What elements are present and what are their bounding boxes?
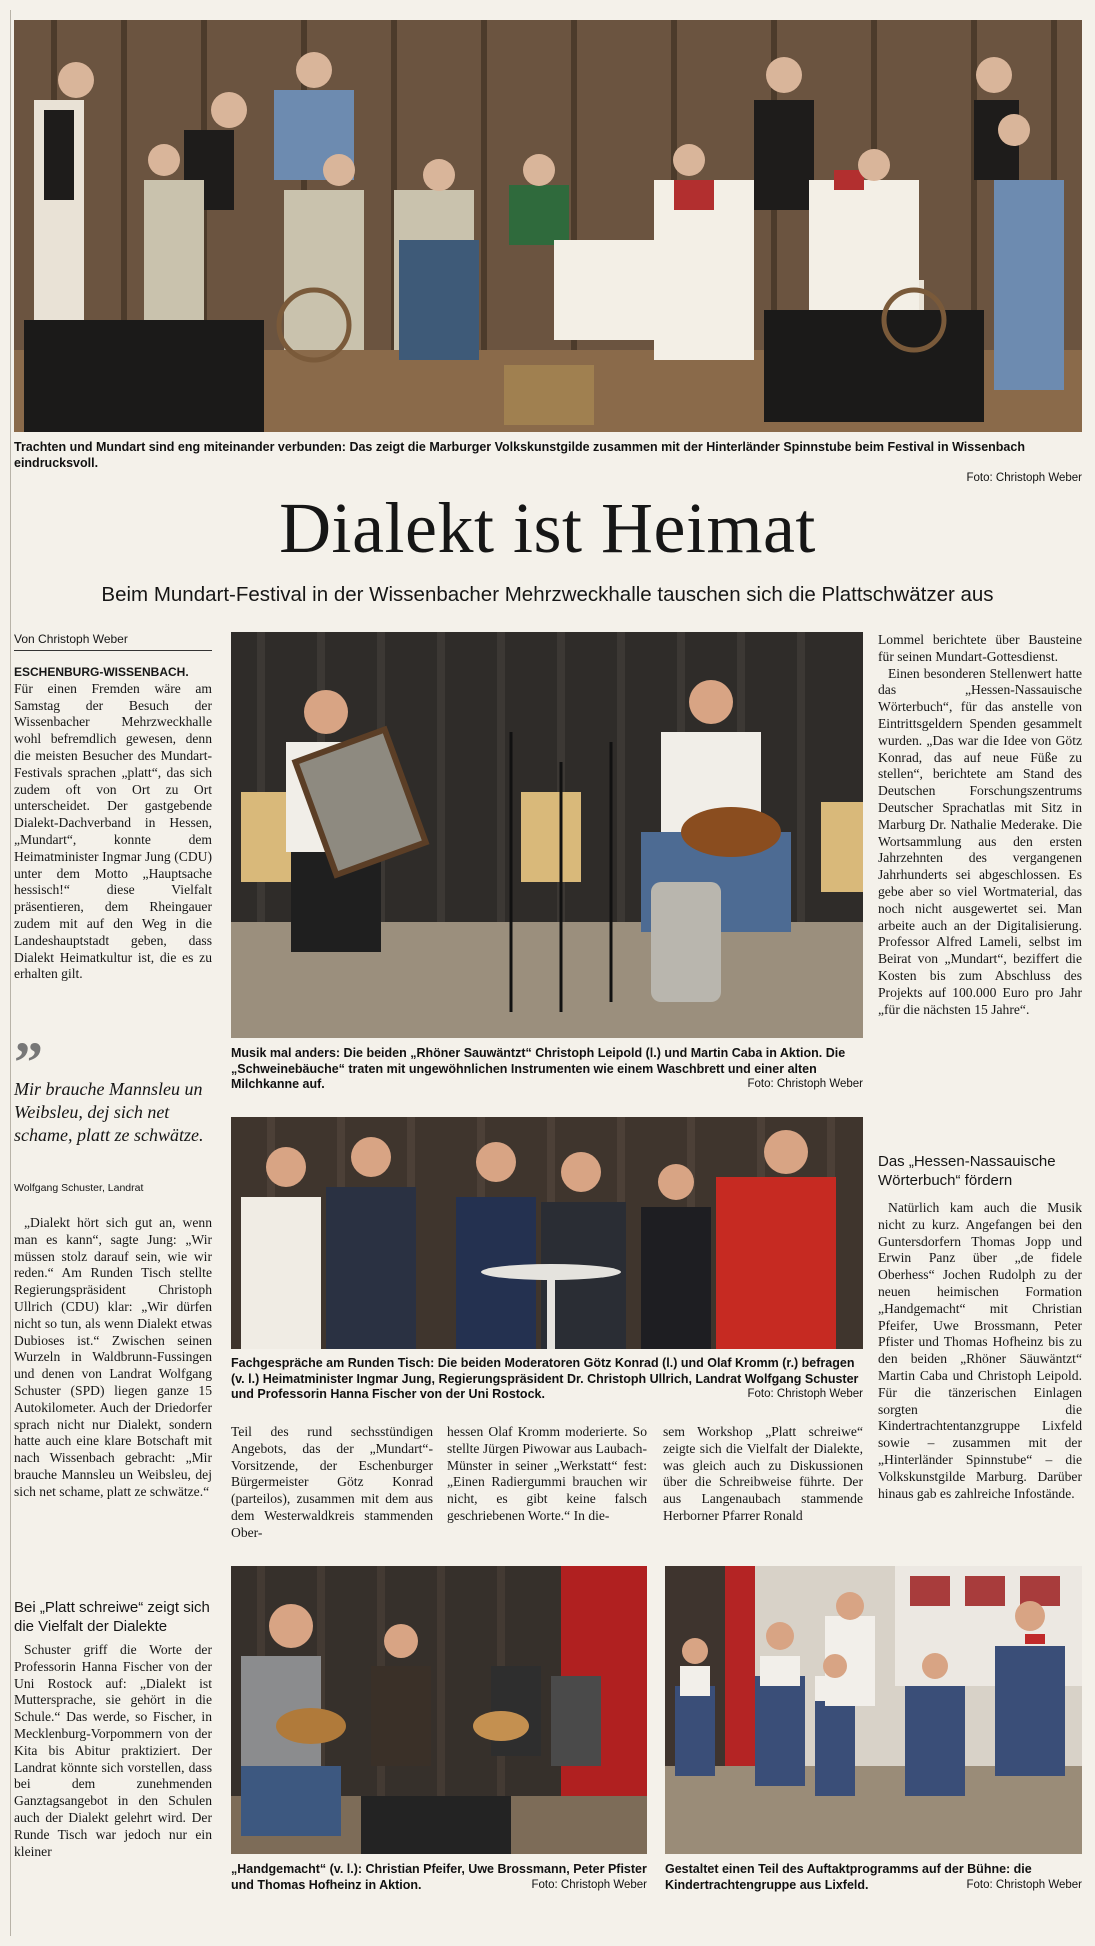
body-paragraph: Teil des rund sechsstündigen Angebots, das der „Mundart“-Vorsitzende, der Eschenburger Bürgermeister Götz Konrad (parteilos), zusammen mit dem aus dem Westerwaldkreis stammenden Ober-: [231, 1424, 433, 1540]
caption-text: Trachten und Mundart sind eng miteinander verbunden: Das zeigt die Marburger Volkskunstgilde zusammen mit der Hinterländer Spinnstube beim Festival in Wissenbach eindrucksvoll.: [14, 440, 1025, 470]
photo-credit: Foto: Christoph Weber: [966, 472, 1082, 484]
body-paragraph: Lommel berichtete über Bausteine für seinen Mundart-Gottesdienst.: [878, 632, 1082, 664]
caption-text: Fachgespräche am Runden Tisch: Die beiden Moderatoren Götz Konrad (l.) und Olaf Kromm (r.) befragen (v. l.) Heimatminister Ingmar Jung, Regierungspräsident Dr. Christoph Ullrich, Landrat Wolfgang Schuster und Professorin Hanna Fischer von der Uni Rostock.: [231, 1356, 859, 1401]
photo-credit: Foto: Christoph Weber: [966, 1878, 1082, 1891]
column-right-top: [878, 632, 1082, 1018]
column-middle-c: [663, 1424, 863, 1525]
column-right-bottom: [878, 1200, 1082, 1502]
column-left-bottom: [14, 1642, 212, 1860]
body-paragraph: hessen Olaf Kromm moderierte. So stellte Jürgen Piwowar aus Laubach-Münster in seiner „Werkstatt“ fest: „Einen Radiergummi brauchen wir nicht, es gibt keine falsch geschriebenen Worte.“ In die-: [447, 1424, 647, 1523]
column-middle-a: [231, 1424, 433, 1542]
column-left-top: [14, 664, 212, 983]
top-photo-caption: [14, 440, 1082, 487]
headline: Dialekt ist Heimat: [279, 488, 816, 568]
caption-text: Musik mal anders: Die beiden „Rhöner Sauwäntzt“ Christoph Leipold (l.) und Martin Caba in Aktion. Die „Schweinebäuche“ traten mit ungewöhnlichen Instrumenten wie einem Waschbrett und einer alten Milchkanne auf.: [231, 1046, 846, 1091]
children-photo-caption: [665, 1862, 1082, 1893]
photo-runder-tisch: [231, 1117, 863, 1349]
photo-credit: Foto: Christoph Weber: [747, 1078, 863, 1090]
photo-credit: Foto: Christoph Weber: [747, 1388, 863, 1400]
column-left-middle: [14, 1215, 212, 1501]
quote-mark-icon: ”: [14, 1030, 43, 1095]
subhead-woerterbuch: Das „Hessen-Nassauische Wörterbuch“ fördern: [878, 1153, 1056, 1189]
body-paragraph: sem Workshop „Platt schreiwe“ zeigte sich die Vielfalt der Dialekte, was gleich auch zu Diskussionen über die Schreibweise führte. Der aus Langenaubach stammende Herborner Pfarrer Ronald: [663, 1424, 863, 1523]
photo-credit: Foto: Christoph Weber: [531, 1878, 647, 1891]
pull-quote: Mir brauche Mannsleu un Weibsleu, dej sich net schame, platt ze schwätze.: [14, 1079, 204, 1145]
dateline: ESCHENBURG-WISSENBACH.: [14, 665, 189, 679]
body-paragraph: Natürlich kam auch die Musik nicht zu kurz. Angefangen bei den Guntersdorfern Thomas Jopp und Erwin Panz über „de fidele Oberhess“ Jochen Rudolph zu der neuen heimischen Formation „Handgemacht“ mit Christian Pfeifer, Uwe Brossmann, Peter Pfister und Thomas Hofheinz bis zu den beiden „Rhöner Säuwäntzt“ Martin Caba und Christoph Leipold. Für die tänzerischen Einlagen sorgten die Kindertrachtentanzgruppe Lixfeld sowie – zusammen mit der „Hinterländer Spinnstube“ – die Volkskunstgilde Marburg. Darüber hinaus gab es zahlreiche Infostände.: [878, 1200, 1082, 1501]
photo-rhoener-sauwaentzt: [231, 632, 863, 1038]
pull-quote-author: Wolfgang Schuster, Landrat: [14, 1182, 144, 1194]
subtitle: Beim Mundart-Festival in der Wissenbacher Mehrzweckhalle tauschen sich die Plattschwätzer aus: [101, 583, 994, 606]
column-middle-b: [447, 1424, 647, 1525]
subhead-platt-schreiwe: Bei „Platt schreiwe“ zeigt sich die Vielfalt der Dialekte: [14, 1599, 210, 1635]
music-photo-caption: [231, 1046, 863, 1093]
byline: Von Christoph Weber: [14, 632, 212, 651]
photo-kindertrachtengruppe: [665, 1566, 1082, 1854]
caption-text: „Handgemacht“ (v. l.): Christian Pfeifer, Uwe Brossmann, Peter Pfister und Thomas Hofheinz in Aktion.: [231, 1862, 647, 1892]
top-photo-folk-ensemble: [14, 20, 1082, 432]
body-paragraph: Einen besonderen Stellenwert hatte das „Hessen-Nassauische Wörterbuch“, für das anstelle von Eintrittsgeldern Spenden gesammelt wurden. „Das war die Idee von Götz Konrad, das auf neue Füße zu stellen“, berichtete am Stand des Deutschen Forschungszentrums Deutscher Sprachatlas mit Sitz in Marburg Dr. Nathalie Mederake. Die Wortsammlung aus den ersten Jahrzehnten des vergangenen Jahrhunderts sei abgeschlossen. Es gebe aber so viel Wortmaterial, das noch nicht ausgewertet sei. Man arbeite auch an der Digitalisierung. Professor Alfred Lameli, selbst im Beirat von „Mundart“, beziffert die Kosten bis zum Abschluss des Projekts auf 100.000 Euro pro Jahr „für die nächsten 15 Jahre“.: [878, 665, 1082, 1017]
photo-handgemacht: [231, 1566, 647, 1854]
body-intro: Für einen Fremden wäre am Samstag der Besuch der Wissenbacher Mehrzweckhalle wohl befremdlich gewesen, denn die meisten Besucher des Mundart-Festivals sprachen „platt“, das sich zudem oft von Ort zu Ort unterscheidet. Der gastgebende Dialekt-Dachverband in Hessen, „Mundart“, konnte dem Heimatminister Ingmar Jung (CDU) unter dem Motto „Hauptsache hessisch!“ diese Vielfalt präsentieren, dem Rheingauer zudem mit auf den Weg in die Landeshauptstadt geben, dass Dialekt Heimatkultur ist, die es zu erhalten gilt.: [14, 680, 212, 982]
roundtable-photo-caption: [231, 1356, 863, 1403]
caption-text: Gestaltet einen Teil des Auftaktprogramms auf der Bühne: die Kindertrachtengruppe aus Lixfeld.: [665, 1862, 1032, 1892]
body-paragraph: Schuster griff die Worte der Professorin Hanna Fischer von der Uni Rostock auf: „Dialekt ist Muttersprache, sie gehört in die Schule.“ Das werde, so Fischer, in Mecklenburg-Vorpommern von der Kita bis Abitur praktiziert. Der Landrat könnte sich vorstellen, dass bei dem zunehmenden Ganztagsangebot in den Schulen auch der Dialekt gelehrt wird. Der Runde Tisch war jedoch nur ein kleiner: [14, 1642, 212, 1859]
body-paragraph: „Dialekt hört sich gut an, wenn man es kann“, sagte Jung: „Wir müssen stolz darauf sein, wie wir reden.“ Am Runden Tisch stellte Regierungspräsident Christoph Ullrich (CDU) klar: „Wir dürfen nicht so tun, als wenn Dialekt etwas Dubioses ist.“ Zwischen seinen Wurzeln in Waldbrunn-Fussingen und denen von Landrat Wolfgang Schuster (SPD) liegen ganze 15 Autokilometer. Auch der Driedorfer sprach nicht nur Dialekt, sondern hatte auch eine klare Botschaft mit nach Wissenbach gebracht: „Mir brauche Mannsleu un Weibsleu, dej sich net schame, platt ze schwätze.“: [14, 1215, 212, 1499]
handgemacht-photo-caption: [231, 1862, 647, 1893]
